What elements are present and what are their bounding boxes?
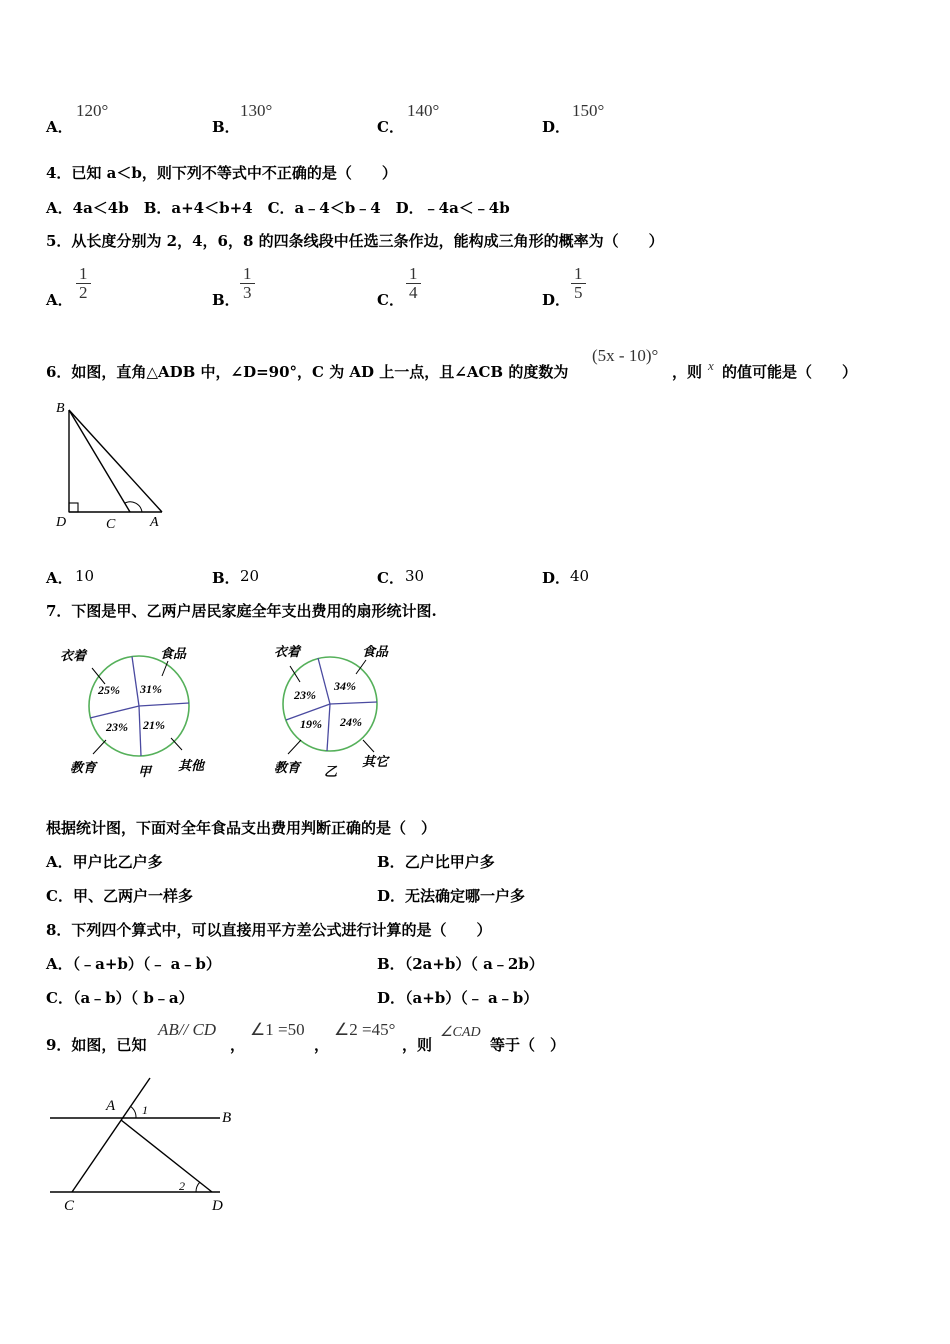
q5-option-d-den: 5 (574, 283, 583, 302)
q6-triangle-figure (50, 398, 180, 534)
q6-option-c-letter: C． (377, 569, 404, 587)
q7-yi-label-other: 其它 (362, 754, 389, 769)
q5-option-a-fraction (76, 265, 91, 302)
q7-jia-label-other: 其他 (178, 758, 205, 773)
q7-yi-label-education: 教育 (274, 760, 301, 775)
q6-option-c-value: 30 (405, 567, 425, 585)
q9-label-angle1: 1 (142, 1103, 148, 1117)
q5-stem: 5．从长度分别为 2，4，6，8 的四条线段中任选三条作边，能构成三角形的概率为（ ） (46, 232, 664, 250)
q7-jia-value-clothing: 25% (98, 683, 120, 697)
q5-option-a-den: 2 (79, 283, 88, 302)
q7-option-b: B．乙户比甲户多 (377, 853, 495, 871)
q6-label-a: A (150, 515, 159, 530)
q5-option-b-den: 3 (243, 283, 252, 302)
q7-stem: 7．下图是甲、乙两户居民家庭全年支出费用的扇形统计图. (46, 602, 437, 620)
q6-stem-part1: 6．如图，直角△ADB 中，∠D=90°，C 为 AD 上一点，且∠ACB 的度数为 (46, 363, 569, 381)
q3-option-d-letter: D． (542, 118, 571, 136)
q5-option-b-num: 1 (240, 265, 255, 284)
q7-yi-label-clothing: 衣着 (274, 644, 301, 659)
q6-label-d: D (56, 515, 67, 530)
q7-option-a: A．甲户比乙户多 (46, 853, 163, 871)
q5-option-d-letter: D． (542, 291, 571, 309)
q4-options: A．4a＜4b B．a+4＜b+4 C．a﹣4＜b﹣4 D．﹣4a＜﹣4b (46, 199, 510, 217)
q5-option-a-letter: A． (46, 291, 73, 309)
q9-expr-angle1: ∠1 =50 (250, 1020, 305, 1039)
q9-label-a: A (106, 1098, 116, 1114)
q8-stem: 8．下列四个算式中，可以直接用平方差公式进行计算的是（ ） (46, 921, 492, 939)
q8-option-c: C．（a﹣b）（ b﹣a） (46, 989, 194, 1007)
q9-expr-parallel: AB// CD (158, 1020, 217, 1039)
q6-label-b: B (56, 401, 65, 416)
q9-label-d: D (212, 1198, 223, 1214)
q5-option-d-fraction (571, 265, 586, 302)
q7-yi-label-food: 食品 (362, 644, 389, 659)
q6-option-a-value: 10 (75, 567, 95, 585)
q5-option-c-letter: C． (377, 291, 404, 309)
q7-yi-value-education: 19% (300, 717, 322, 731)
q7-option-d: D．无法确定哪一户多 (377, 887, 526, 905)
q7-jia-label-clothing: 衣着 (60, 648, 87, 663)
q5-option-b-letter: B． (212, 291, 240, 309)
q9-label-b: B (222, 1110, 232, 1126)
q7-jia-value-other: 21% (143, 718, 165, 732)
q3-option-d-value: 150° (572, 101, 605, 120)
q6-stem-part3: 的值可能是（ ） (722, 363, 858, 381)
q9-label-angle2: 2 (179, 1179, 185, 1193)
q5-option-a-num: 1 (76, 265, 91, 284)
q6-option-b-letter: B． (212, 569, 240, 587)
q9-expr-angle2: ∠2 =45° (334, 1020, 396, 1039)
q7-jia-value-food: 31% (140, 682, 162, 696)
q6-variable: x (708, 358, 714, 373)
q7-jia-value-education: 23% (106, 720, 128, 734)
q6-label-c: C (106, 517, 116, 532)
q7-jia-title: 甲 (138, 764, 152, 779)
q6-stem-part2: ，则 (672, 363, 703, 381)
q7-jia-label-food: 食品 (160, 646, 187, 661)
q3-option-a-value: 120° (76, 101, 109, 120)
q6-option-d-value: 40 (570, 567, 590, 585)
q6-option-a-letter: A． (46, 569, 73, 587)
q8-option-a: A．（﹣a+b）（﹣ a﹣b） (46, 955, 221, 973)
q3-option-c-letter: C． (377, 118, 404, 136)
q9-label-c: C (64, 1198, 75, 1214)
q7-yi-value-food: 34% (334, 679, 356, 693)
q4-stem: 4．已知 a＜b，则下列不等式中不正确的是（ ） (46, 164, 397, 182)
q9-stem-part1: 9．如图，已知 (46, 1036, 147, 1054)
q5-option-b-fraction (240, 265, 255, 302)
q5-option-c-den: 4 (409, 283, 418, 302)
q8-option-b: B．（2a+b）（ a﹣2b） (377, 955, 544, 973)
q9-expr-cad: ∠CAD (440, 1025, 481, 1040)
q5-option-c-num: 1 (406, 265, 421, 284)
q7-pie-chart-yi (268, 636, 408, 784)
q6-option-b-value: 20 (240, 567, 260, 585)
q9-stem-part3: 等于（ ） (490, 1036, 566, 1054)
q6-expression: (5x - 10)° (592, 346, 659, 365)
q7-yi-value-other: 24% (340, 715, 362, 729)
q3-option-c-value: 140° (407, 101, 440, 120)
q6-option-d-letter: D． (542, 569, 571, 587)
q7-question: 根据统计图，下面对全年食品支出费用判断正确的是（ ） (46, 819, 437, 837)
q5-option-d-num: 1 (571, 265, 586, 284)
q9-sep2: ， (314, 1036, 330, 1054)
q8-option-d: D．（a+b）（﹣ a﹣b） (377, 989, 539, 1007)
q7-option-c: C．甲、乙两户一样多 (46, 887, 193, 905)
q7-yi-value-clothing: 23% (294, 688, 316, 702)
q9-sep1: ， (230, 1036, 246, 1054)
q5-option-c-fraction (406, 265, 421, 302)
q7-pie-chart-jia (50, 636, 230, 786)
q3-option-b-letter: B． (212, 118, 240, 136)
q3-option-a-letter: A． (46, 118, 73, 136)
q7-yi-title: 乙 (324, 764, 338, 779)
q9-stem-part2: ，则 (402, 1036, 433, 1054)
q7-jia-label-education: 教育 (70, 760, 97, 775)
q9-parallel-lines-figure (44, 1074, 244, 1216)
q3-option-b-value: 130° (240, 101, 273, 120)
